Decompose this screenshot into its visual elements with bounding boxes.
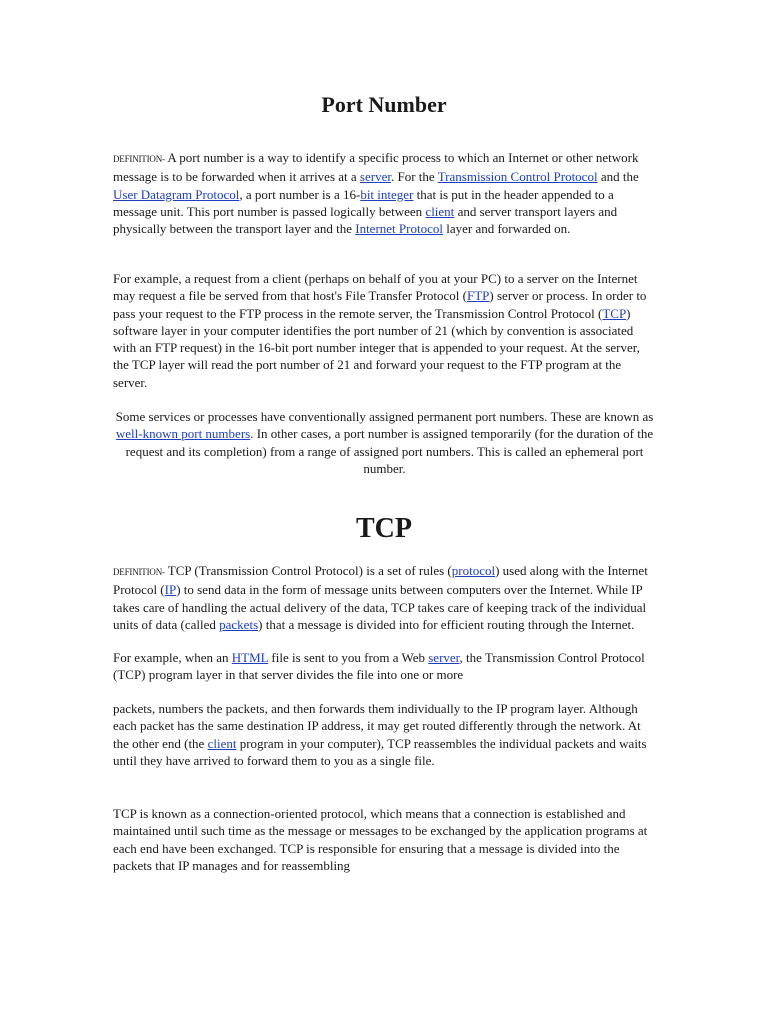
text-run: ) that a message is divided into for efficient routing through the Internet. [258, 616, 635, 632]
text-run: ) server or process. In order to pass your request to the FTP process in the remote server, the Transmission Control Protocol ( [113, 288, 647, 321]
well-known-ports-paragraph [112, 408, 657, 477]
text-run: TCP (Transmission Control Protocol) is a set of rules ( [164, 563, 452, 578]
text-run: . In other cases, a port number is assigned temporarily (for the duration of the request and its completion) from a range of assigned port numbers. This is called an ephemeral port number. [125, 426, 654, 476]
text-run: program in your computer), TCP reassembles the individual packets and waits until they have arrived to forward them to you as a single file. [113, 735, 647, 768]
bit-integer-link[interactable]: bit integer [360, 186, 414, 202]
text-run: ) used along with the Internet Protocol ( [113, 563, 648, 598]
server-link[interactable]: server [359, 169, 391, 185]
tcp-heading: TCP [356, 513, 412, 544]
web-server-link[interactable]: server [428, 650, 460, 665]
text-run: packets, numbers the packets, and then forwards them individually to the IP program layer. Although each packet has the same destination IP address, it may get routed differently through the network. At the other end (the [113, 701, 641, 751]
packets-link[interactable]: packets [219, 616, 259, 632]
text-run: For example, when an [113, 650, 232, 665]
tcp-example-paragraph [113, 649, 656, 684]
port-number-definition-paragraph [113, 149, 656, 237]
text-run: , the Transmission Control Protocol (TCP) program layer in that server divides the file into one or more [113, 650, 645, 683]
text-run: Some services or processes have conventionally assigned permanent port numbers. These are known as [115, 409, 654, 424]
ftp-link[interactable]: FTP [467, 288, 490, 304]
text-run: that is put in the header appended to a message unit. This port number is passed logically between [113, 186, 614, 219]
port-number-example-paragraph [113, 270, 656, 391]
text-run: , a port number is a 16- [239, 186, 361, 202]
text-run: and the [597, 169, 639, 185]
text-run: . For the [390, 169, 438, 185]
transmission-control-protocol-link[interactable]: Transmission Control Protocol [437, 169, 598, 185]
text-run: layer and forwarded on. [442, 221, 571, 237]
tcp-connection-oriented-paragraph [113, 805, 656, 874]
client-program-link[interactable]: client [207, 735, 237, 751]
well-known-port-numbers-link[interactable]: well-known port numbers [115, 426, 251, 442]
text-run: A port number is a way to identify a specific process to which an Internet or other network message is to be forwarded when it arrives at a [113, 150, 639, 185]
protocol-link[interactable]: protocol [451, 563, 496, 578]
text-run: For example, a request from a client (perhaps on behalf of you at your PC) to a server on the Internet may request a file be served from that host's File Transfer Protocol ( [113, 271, 638, 304]
tcp-packets-paragraph [113, 700, 656, 769]
text-run: and server transport layers and physically between the transport layer and the [113, 203, 618, 237]
text-run: ) software layer in your computer identifies the port number of 21 (which by convention is associated with an FTP request) in the 16-bit port number integer that is appended to your request. At the server, the TCP layer will read the port number of 21 and forward your request to the FTP program at the server. [113, 305, 640, 390]
definition-label: DEFINITION- [113, 154, 165, 164]
text-run: TCP is known as a connection-oriented protocol, which means that a connection is established and maintained until such time as the message or messages to be exchanged by the application programs at each end have been exchanged. TCP is responsible for ensuring that a message is divided into the packets that IP manages and for reassembling [113, 806, 648, 873]
client-link[interactable]: client [425, 203, 455, 219]
tcp-link[interactable]: TCP [602, 305, 627, 321]
ip-link[interactable]: IP [164, 582, 177, 598]
internet-protocol-link[interactable]: Internet Protocol [355, 221, 443, 237]
text-run: ) to send data in the form of message units between computers over the Internet. While IP takes care of handling the actual delivery of the data, TCP takes care of keeping track of the individual units of data (called [113, 582, 647, 632]
definition-label: DEFINITION- [113, 567, 165, 577]
port-number-heading: Port Number [321, 92, 447, 117]
html-link[interactable]: HTML [231, 650, 269, 665]
text-run: file is sent to you from a Web [268, 650, 429, 665]
user-datagram-protocol-link[interactable]: User Datagram Protocol [113, 186, 240, 202]
tcp-definition-paragraph [113, 562, 656, 633]
